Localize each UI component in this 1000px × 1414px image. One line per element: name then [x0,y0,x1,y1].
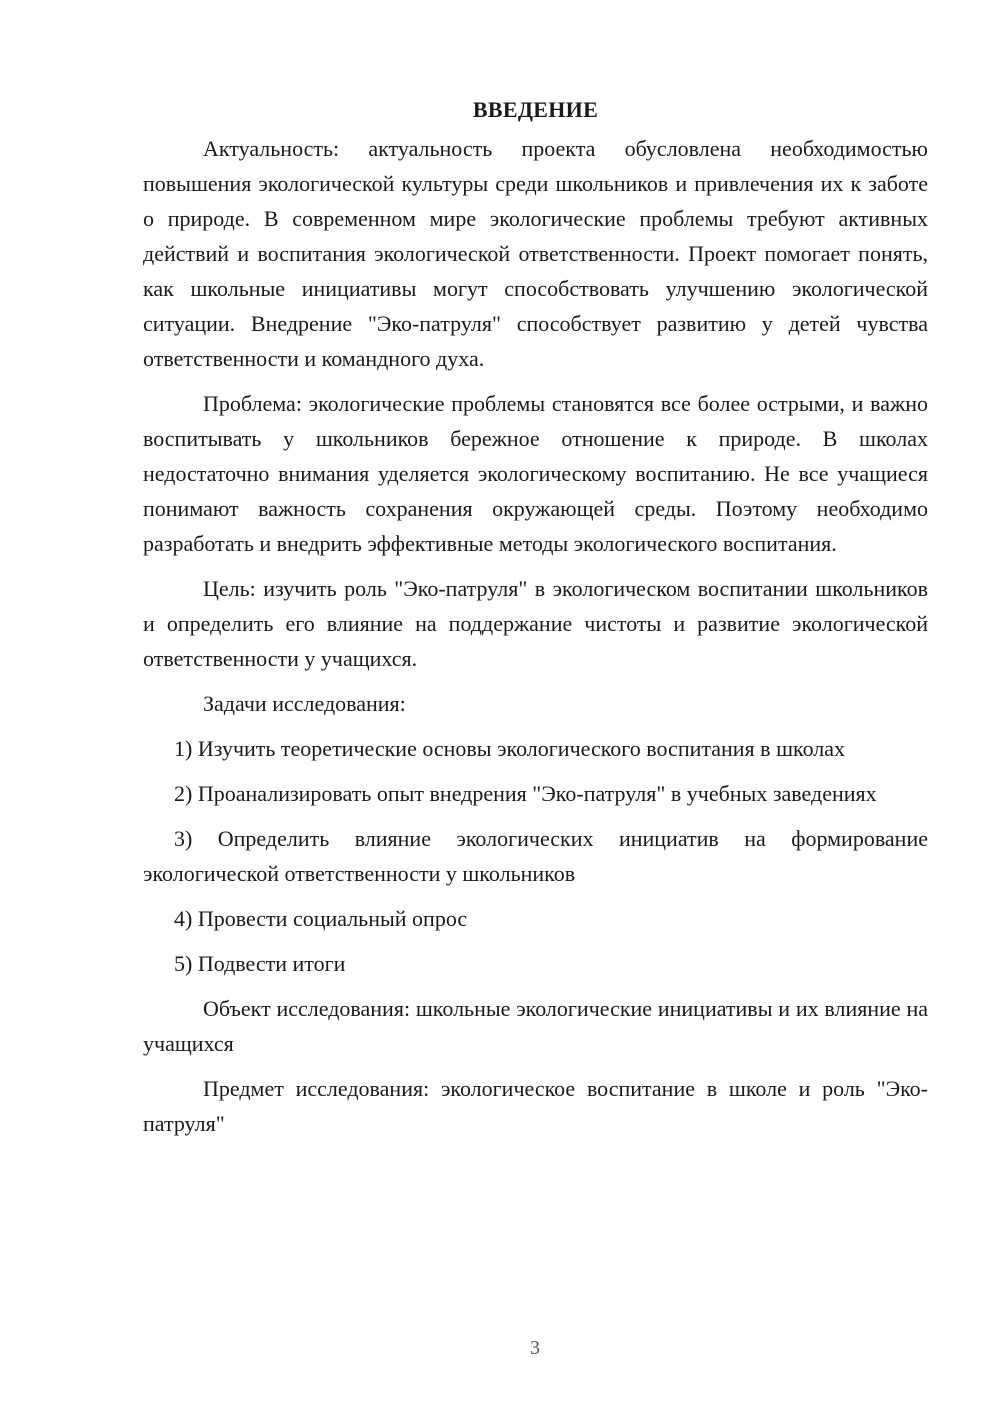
subject-paragraph: Предмет исследования: экологическое воспитание в школе и роль "Эко-патруля" [143,1076,928,1136]
task-item-3: 3) Определить влияние экологических инициатив на формирование экологической ответственности у школьников [143,826,928,886]
tasks-heading: Задачи исследования: [203,691,406,716]
task-item-2: 2) Проанализировать опыт внедрения "Эко-патруля" в учебных заведениях [174,781,877,806]
problem-paragraph: Проблема: экологические проблемы становятся все более острыми, и важно воспитывать у школьников бережное отношение к природе. В школах недостаточно внимания уделяется экологическому воспитанию. Не все учащиеся понимают важность сохранения окружающей среды. Поэтому необходимо разработать и внедрить эффективные методы экологического воспитания. [143,391,928,556]
task-item-5: 5) Подвести итоги [174,951,346,976]
object-paragraph: Объект исследования: школьные экологические инициативы и их влияние на учащихся [143,996,928,1056]
relevance-paragraph: Актуальность: актуальность проекта обусловлена необходимостью повышения экологической культуры среди школьников и привлечения их к заботе о природе. В современном мире экологические проблемы требуют активных действий и воспитания экологической ответственности. Проект помогает понять, как школьные инициативы могут способствовать улучшению экологической ситуации. Внедрение "Эко-патруля" способствует развитию у детей чувства ответственности и командного духа. [143,136,928,371]
page-title: ВВЕДЕНИЕ [472,97,599,122]
goal-paragraph: Цель: изучить роль "Эко-патруля" в экологическом воспитании школьников и определить его влияние на поддержание чистоты и развитие экологической ответственности у учащихся. [143,576,928,671]
task-item-4: 4) Провести социальный опрос [174,906,468,931]
page-content [143,92,928,1151]
task-item-1: 1) Изучить теоретические основы экологического воспитания в школах [174,736,846,761]
page-number: 3 [530,1337,540,1359]
